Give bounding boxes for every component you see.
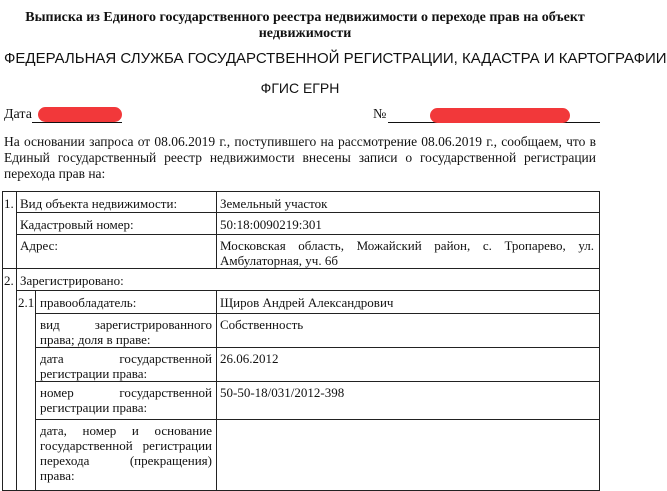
number-redaction (430, 108, 570, 123)
address-label: Адрес: (20, 238, 58, 253)
grid-line (16, 234, 600, 235)
grid-line (35, 347, 600, 348)
grid-line (2, 268, 600, 269)
holder-label: правообладатель: (40, 295, 137, 310)
grid-line (35, 419, 600, 420)
registration-date-value: 26.06.2012 (220, 351, 279, 366)
date-underline (32, 122, 122, 123)
date-redaction (38, 107, 122, 122)
right-type-label: вид зарегистрированного права; доля в праве: (40, 317, 212, 347)
section-number: 2. (4, 273, 14, 288)
grid-line (35, 381, 600, 382)
registration-number-label: номер государственной регистрации права: (40, 385, 212, 415)
number-label: № (373, 107, 387, 122)
intro-paragraph: На основании запроса от 08.06.2019 г., поступившего на рассмотрение 08.06.2019 г., сообщаем, что в Единый государственный реестр недвижимости внесены записи о государственной регистрации перехода прав на: (4, 134, 596, 181)
registration-number-value: 50-50-18/031/2012-398 (220, 385, 345, 400)
address-value: Московская область, Можайский район, с. Тропарево, ул. Амбулаторная, уч. 6б (220, 238, 594, 268)
section-number: 1. (4, 196, 14, 211)
object-type-label: Вид объекта недвижимости: (20, 196, 178, 211)
grid-line (16, 212, 600, 213)
cadastral-number-value: 50:18:0090219:301 (220, 217, 322, 232)
grid-line (35, 290, 36, 490)
grid-line (16, 191, 17, 491)
grid-line (35, 313, 600, 314)
registration-date-label: дата государственной регистрации права: (40, 351, 212, 381)
date-label: Дата (4, 107, 32, 122)
grid-line (216, 290, 217, 490)
grid-line (16, 290, 600, 291)
transfer-basis-label: дата, номер и основание государственной регистрации перехода (прекращения) права: (40, 423, 212, 483)
system-name: ФГИС ЕГРН (260, 80, 340, 96)
registered-heading: Зарегистрировано: (20, 273, 124, 288)
holder-value: Щиров Андрей Александрович (220, 295, 394, 310)
object-type-value: Земельный участок (220, 196, 328, 211)
subsection-number: 2.1 (18, 295, 35, 310)
document-title: Выписка из Единого государственного реестра недвижимости о переходе прав на объект недвижимости (25, 10, 585, 41)
agency-name: ФЕДЕРАЛЬНАЯ СЛУЖБА ГОСУДАРСТВЕННОЙ РЕГИСТРАЦИИ, КАДАСТРА И КАРТОГРАФИИ (4, 50, 667, 67)
cadastral-number-label: Кадастровый номер: (20, 217, 134, 232)
right-type-value: Собственность (220, 317, 304, 332)
grid-line (216, 191, 217, 268)
